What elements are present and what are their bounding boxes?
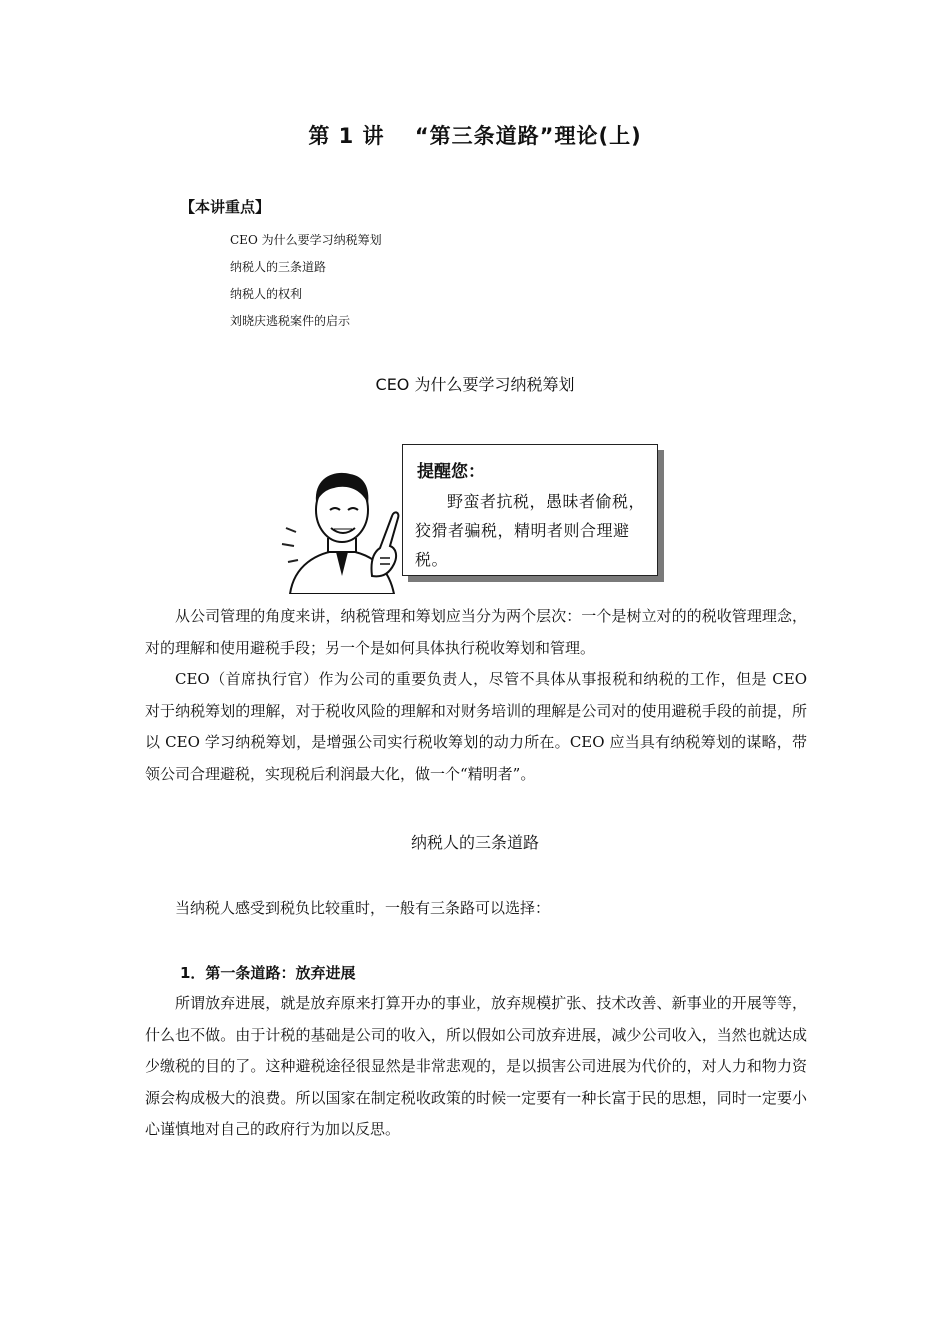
key-point-item: 纳税人的三条道路 bbox=[230, 260, 327, 274]
body-paragraph: 从公司管理的角度来讲，纳税管理和筹划应当分为两个层次：一个是树立对的的税收管理理念，对的理解和使用避税手段；另一个是如何具体执行税收筹划和管理。 bbox=[145, 607, 807, 657]
callout-heading: 提醒您： bbox=[417, 462, 485, 482]
key-points-heading: 【本讲重点】 bbox=[180, 198, 271, 216]
section-heading-ceo: CEO 为什么要学习纳税筹划 bbox=[375, 375, 575, 394]
key-point-item: CEO 为什么要学习纳税筹划 bbox=[230, 233, 382, 247]
pointing-man-illustration bbox=[276, 454, 408, 594]
body-paragraph: 当纳税人感受到税负比较重时，一般有三条路可以选择： bbox=[175, 899, 551, 917]
key-point-item: 纳税人的权利 bbox=[230, 287, 303, 301]
key-points-list bbox=[230, 230, 382, 338]
key-point-item: 刘晓庆逃税案件的启示 bbox=[230, 314, 351, 328]
body-paragraph: 所谓放弃进展，就是放弃原来打算开办的事业，放弃规模扩张、技术改善、新事业的开展等等，什么也不做。由于计税的基础是公司的收入，所以假如公司放弃进展，减少公司收入，当然也就达成少缴税的目的了。这种避税途径很显然是非常悲观的，是以损害公司进展为代价的，对人力和物力资源会构成极大的浪费。所以国家在制定税收政策的时候一定要有一种长富于民的思想，同时一定要小心谨慎地对自己的政府行为加以反思。 bbox=[145, 994, 807, 1138]
reminder-figure bbox=[270, 440, 670, 590]
callout-text: 野蛮者抗税，愚昧者偷税，狡猾者骗税，精明者则合理避税。 bbox=[415, 492, 646, 569]
subsection-heading: 1．第一条道路：放弃进展 bbox=[180, 964, 356, 982]
page-title: 第 1 讲 “第三条道路”理论(上) bbox=[308, 124, 642, 148]
reminder-callout bbox=[402, 444, 658, 576]
section-heading-three-roads: 纳税人的三条道路 bbox=[410, 833, 539, 852]
body-paragraph: CEO（首席执行官）作为公司的重要负责人，尽管不具体从事报税和纳税的工作，但是 CEO 对于纳税筹划的理解，对于税收风险的理解和对财务培训的理解是公司对的使用避税手段的前提，所以 CEO 学习纳税筹划，是增强公司实行税收筹划的动力所在。CEO 应当具有纳税筹划的谋略，带领公司合理避税，实现税后利润最大化，做一个“精明者”。 bbox=[145, 670, 807, 783]
